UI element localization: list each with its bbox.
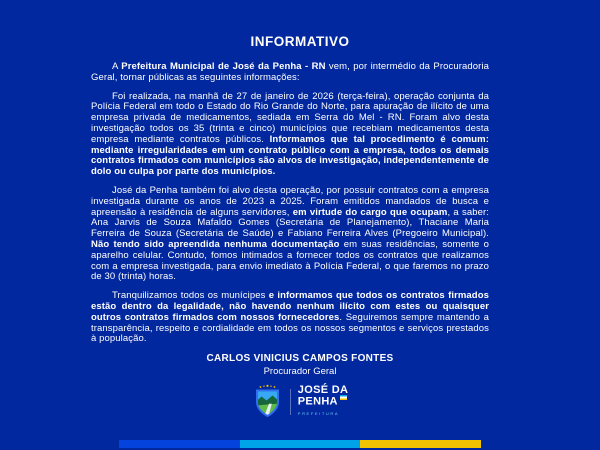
stripe-segment-yellow — [360, 440, 481, 448]
logo-divider — [290, 389, 291, 415]
logo-text — [298, 385, 348, 420]
stripe-segment-cyan — [240, 440, 361, 448]
text-segment: Informamos que tal procedimento é comum: mediante irregularidades em um contrato público com a empresa, todos os demais contratos firmados com municípios são alvos de investigação, independentemente de dolo ou culpa por parte dos municípios. — [91, 133, 489, 178]
signature-role: Procurador Geral — [263, 366, 337, 378]
text-segment: vem, por intermédio da Procuradoria Geral, tornar públicas as seguintes informações: — [91, 61, 489, 83]
paragraph-intro — [91, 62, 489, 84]
text-segment: . Seguiremos sempre mantendo a transparência, respeito e cordialidade em todos os nossos segmentos e serviços prestados à população. — [91, 311, 489, 345]
logo-city-line2: PENHA — [298, 395, 348, 407]
text-segment: Não tendo sido apreendida nenhuma documentação — [91, 238, 340, 250]
body-text — [91, 62, 489, 345]
text-segment: em suas residências, somente o aparelho celular. Contudo, fomos intimados a fornecer todos os contratos que realizamos com a empresa investigada, para envio imediato à Polícia Federal, o que faremos no prazo de 30 (trinta) horas. — [91, 238, 489, 283]
text-segment: Prefeitura Municipal de José da Penha - RN — [121, 61, 326, 72]
city-crest-icon — [252, 384, 283, 420]
text-segment: em virtude do cargo que ocupam — [292, 206, 448, 218]
signature-block — [0, 353, 600, 377]
stripe-segment-blue — [119, 440, 240, 448]
signature-name: CARLOS VINICIUS CAMPOS FONTES — [206, 353, 394, 365]
text-segment: José da Penha também foi alvo desta operação, por possuir contratos com a empresa investigada durante os anos de 2023 a 2025. Foram emitidos mandados de busca e apreensão à residência de alguns servidores, — [91, 184, 489, 218]
text-segment: Tranquilizamos todos os munícipes — [112, 290, 269, 302]
paragraph-operation — [91, 92, 489, 178]
text-segment: , a saber: Ana Jarvis de Souza Mafaldo Gomes (Secretária de Planejamento), Thaciane Maria Ferreira de Souza (Secretária de Saúde) e Fabiano Ferreira Alves (Pregoeiro Municipal). — [91, 206, 490, 240]
paragraph-investigation — [91, 186, 489, 283]
logo-subtitle: PREFEITURA — [297, 411, 340, 417]
logo-city-line1: JOSÉ DA — [297, 383, 349, 396]
city-logo — [0, 384, 600, 420]
paragraph-reassurance — [91, 291, 489, 345]
page-title: INFORMATIVO — [250, 34, 350, 49]
footer-stripe — [119, 440, 481, 448]
text-segment: Foi realizada, na manhã de 27 de janeiro de 2026 (terça-feira), operação conjunta da Polícia Federal em todo o Estado do Rio Grande do Norte, para apuração de ilícito de uma empresa privada de medicamentos, sediada em Serra do Mel - RN. Foram alvo desta investigação todos os 35 (trinta e cinco) municípios que recebiam medicamentos desta empresa mediante contratos públicos. — [91, 90, 489, 145]
flag-icon — [340, 395, 347, 400]
text-segment: e informamos que todos os contratos firmados estão dentro da legalidade, não havendo nenhum ilícito com estes ou quaisquer outros contratos firmados com nossos fornecedores — [91, 290, 489, 323]
text-segment: A — [112, 61, 122, 72]
